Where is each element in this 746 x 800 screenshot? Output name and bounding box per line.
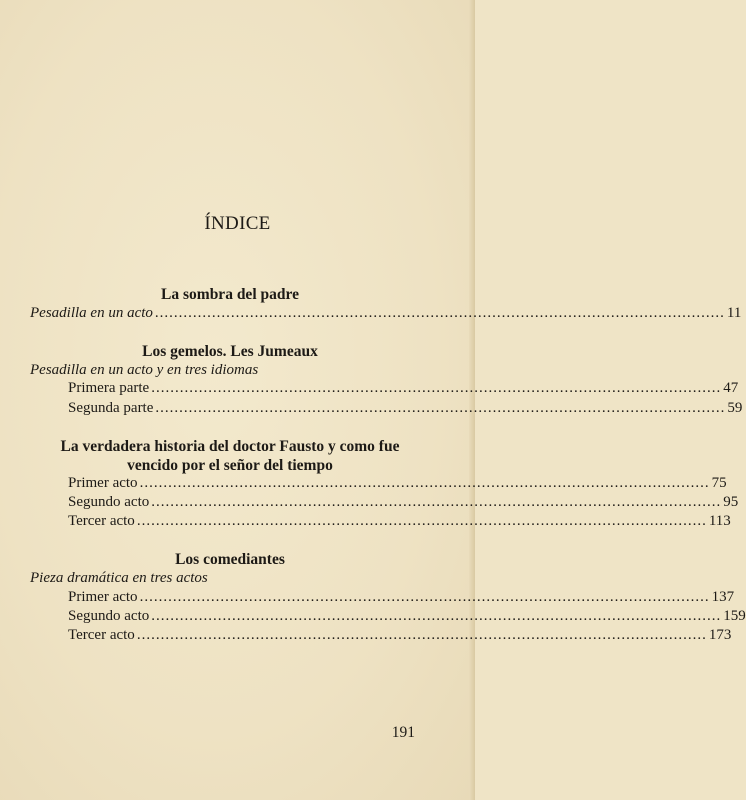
entry-page: 113 <box>708 513 731 529</box>
leader-dots: ........................................................................................................................ <box>136 627 707 643</box>
leader-dots: ........................................................................................................................ <box>151 608 722 624</box>
entry-label: Primer acto <box>68 589 138 605</box>
section-title-sombra: La sombra del padre <box>161 286 299 303</box>
entry-page: 137 <box>711 589 735 605</box>
entry-page: 59 <box>727 400 743 416</box>
toc-entry <box>68 493 739 511</box>
entry-page: 75 <box>711 475 727 491</box>
page-number: 191 <box>391 724 415 741</box>
leader-dots: ........................................................................................................................ <box>139 475 710 491</box>
entry-label: Segundo acto <box>68 494 150 510</box>
entry-page: 11 <box>726 305 742 321</box>
entry-label: Pesadilla en un acto <box>30 305 153 321</box>
entry-label: Tercer acto <box>68 627 135 643</box>
leader-dots: ........................................................................................................................ <box>151 494 722 510</box>
toc-entry <box>68 607 746 625</box>
entry-label: Primer acto <box>68 475 138 491</box>
entry-label: Segunda parte <box>68 400 154 416</box>
entry-page: 159 <box>723 608 746 624</box>
entry-page: 47 <box>723 380 739 396</box>
entry-label: Tercer acto <box>68 513 135 529</box>
leader-dots: ........................................................................................................................ <box>139 589 710 605</box>
leader-dots: ........................................................................................................................ <box>155 400 726 416</box>
toc-entry <box>68 588 735 606</box>
entry-label: Primera parte <box>68 380 150 396</box>
section-title-gemelos: Los gemelos. Les Jumeaux <box>142 343 318 360</box>
section-title-fausto-line2: vencido por el señor del tiempo <box>127 457 333 474</box>
entry-page: 95 <box>723 494 739 510</box>
toc-entry <box>68 512 731 530</box>
leader-dots: ........................................................................................................................ <box>136 513 707 529</box>
index-heading: ÍNDICE <box>204 213 271 234</box>
toc-entry <box>68 626 732 644</box>
toc-entry <box>68 474 727 492</box>
leader-dots: ........................................................................................................................ <box>154 305 725 321</box>
toc-entry <box>68 399 743 417</box>
entry-label: Segundo acto <box>68 608 150 624</box>
toc-entry <box>30 304 742 322</box>
section-title-fausto-line1: La verdadera historia del doctor Fausto y como fue <box>60 438 400 455</box>
section-subtitle: Pesadilla en un acto y en tres idiomas <box>30 362 259 378</box>
toc-entry <box>68 379 739 397</box>
section-title-comediantes: Los comediantes <box>175 551 285 568</box>
leader-dots: ........................................................................................................................ <box>151 380 722 396</box>
entry-page: 173 <box>708 627 732 643</box>
section-subtitle: Pieza dramática en tres actos <box>30 570 208 586</box>
